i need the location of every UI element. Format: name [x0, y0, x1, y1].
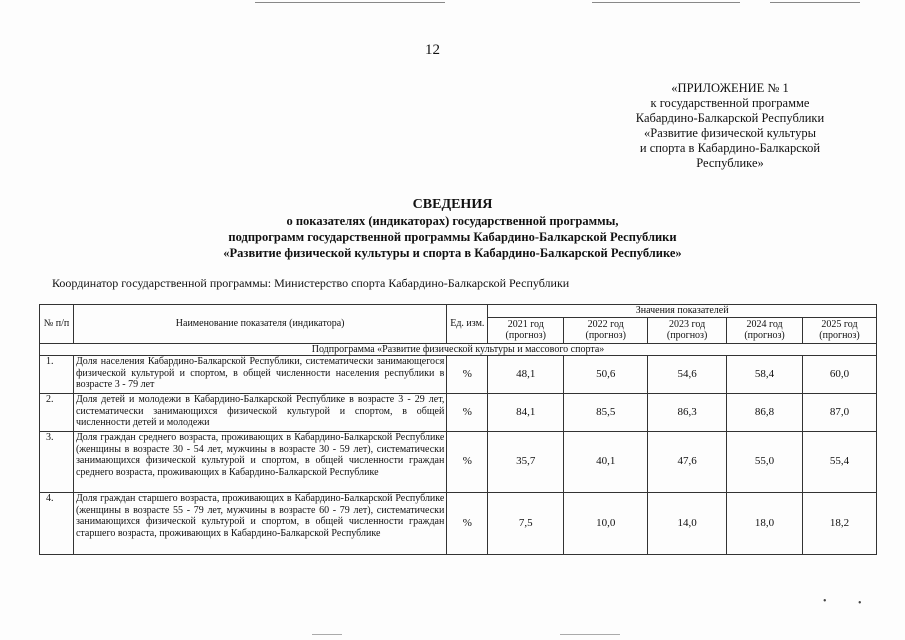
value-cell: 55,4	[803, 432, 877, 493]
row-number: 3.	[40, 432, 74, 493]
appendix-line: «ПРИЛОЖЕНИЕ № 1	[671, 81, 789, 95]
unit-cell: %	[447, 493, 488, 555]
appendix-line: Республике»	[696, 156, 764, 170]
value-cell: 86,3	[648, 394, 727, 432]
unit-cell: %	[447, 394, 488, 432]
value-cell: 18,2	[803, 493, 877, 555]
table-header-row	[40, 305, 877, 318]
indicators-table	[39, 304, 877, 555]
unit-cell: %	[447, 432, 488, 493]
header-year: 2021 год (прогноз)	[488, 317, 564, 343]
page-number: 12	[425, 42, 440, 58]
header-values: Значения показателей	[488, 305, 877, 318]
indicator-name: Доля детей и молодежи в Кабардино-Балкарской Республике в возрасте 3 - 29 лет, систематически занимающихся физической культурой и спортом, в общей численности детей и молодежи	[73, 394, 446, 432]
value-cell: 48,1	[488, 356, 564, 394]
coordinator-line: Координатор государственной программы: Министерство спорта Кабардино-Балкарской Республики	[52, 276, 570, 290]
scan-artifact-line	[312, 634, 342, 635]
header-year: 2022 год (прогноз)	[564, 317, 648, 343]
table-row	[40, 394, 877, 432]
value-cell: 14,0	[648, 493, 727, 555]
value-cell: 86,8	[727, 394, 803, 432]
header-col-unit: Ед. изм.	[447, 305, 488, 344]
value-cell: 7,5	[488, 493, 564, 555]
table-row	[40, 493, 877, 555]
heading-title: СВЕДЕНИЯ	[412, 197, 493, 212]
value-cell: 55,0	[727, 432, 803, 493]
value-cell: 58,4	[727, 356, 803, 394]
value-cell: 50,6	[564, 356, 648, 394]
unit-cell: %	[447, 356, 488, 394]
indicator-name: Доля граждан среднего возраста, проживающих в Кабардино-Балкарской Республике (женщины в возрасте 30 - 54 лет, мужчины в возрасте 30 - 59 лет), систематически занимающихся физической культурой и спортом, в общей численности граждан среднего возраста, проживающих в Кабардино-Балкарской Республике	[73, 432, 446, 493]
table-row	[40, 356, 877, 394]
heading-line: о показателях (индикаторах) государственной программы,	[286, 214, 619, 228]
scan-speck: •	[823, 596, 827, 607]
scan-artifact-line	[255, 2, 445, 3]
value-cell: 84,1	[488, 394, 564, 432]
row-number: 4.	[40, 493, 74, 555]
value-cell: 85,5	[564, 394, 648, 432]
header-year: 2025 год (прогноз)	[803, 317, 877, 343]
document-heading	[0, 196, 905, 261]
scan-artifact-line	[560, 634, 620, 635]
indicator-name: Доля граждан старшего возраста, проживающих в Кабардино-Балкарской Республике (женщины в возрасте 55 - 79 лет, мужчины в возрасте 60 - 79 лет), систематически занимающихся физической культурой и спортом, в общей численности граждан старшего возраста, проживающих в Кабардино-Балкарской Республике	[73, 493, 446, 555]
header-year: 2023 год (прогноз)	[648, 317, 727, 343]
value-cell: 18,0	[727, 493, 803, 555]
value-cell: 87,0	[803, 394, 877, 432]
appendix-line: «Развитие физической культуры	[644, 126, 816, 140]
subprogram-title: Подпрограмма «Развитие физической культуры и массового спорта»	[40, 343, 877, 356]
header-year: 2024 год (прогноз)	[727, 317, 803, 343]
header-col-name: Наименование показателя (индикатора)	[73, 305, 446, 344]
row-number: 1.	[40, 356, 74, 394]
scan-artifact-line	[770, 2, 860, 3]
subprogram-row	[40, 343, 877, 356]
heading-line: «Развитие физической культуры и спорта в Кабардино-Балкарской Республике»	[223, 246, 682, 260]
heading-line: подпрограмм государственной программы Кабардино-Балкарской Республики	[228, 230, 677, 244]
value-cell: 60,0	[803, 356, 877, 394]
table-row	[40, 432, 877, 493]
value-cell: 40,1	[564, 432, 648, 493]
scan-speck: •	[858, 598, 862, 609]
indicator-name: Доля населения Кабардино-Балкарской Республики, систематически занимающегося физической культурой и спортом, в общей численности населения республики в возрасте 3 - 79 лет	[73, 356, 446, 394]
header-col-num: № п/п	[40, 305, 74, 344]
value-cell: 10,0	[564, 493, 648, 555]
appendix-block	[600, 81, 860, 171]
value-cell: 47,6	[648, 432, 727, 493]
scan-artifact-line	[592, 2, 740, 3]
row-number: 2.	[40, 394, 74, 432]
appendix-line: Кабардино-Балкарской Республики	[635, 111, 825, 125]
appendix-line: и спорта в Кабардино-Балкарской	[639, 141, 821, 155]
value-cell: 54,6	[648, 356, 727, 394]
appendix-line: к государственной программе	[650, 96, 810, 110]
value-cell: 35,7	[488, 432, 564, 493]
